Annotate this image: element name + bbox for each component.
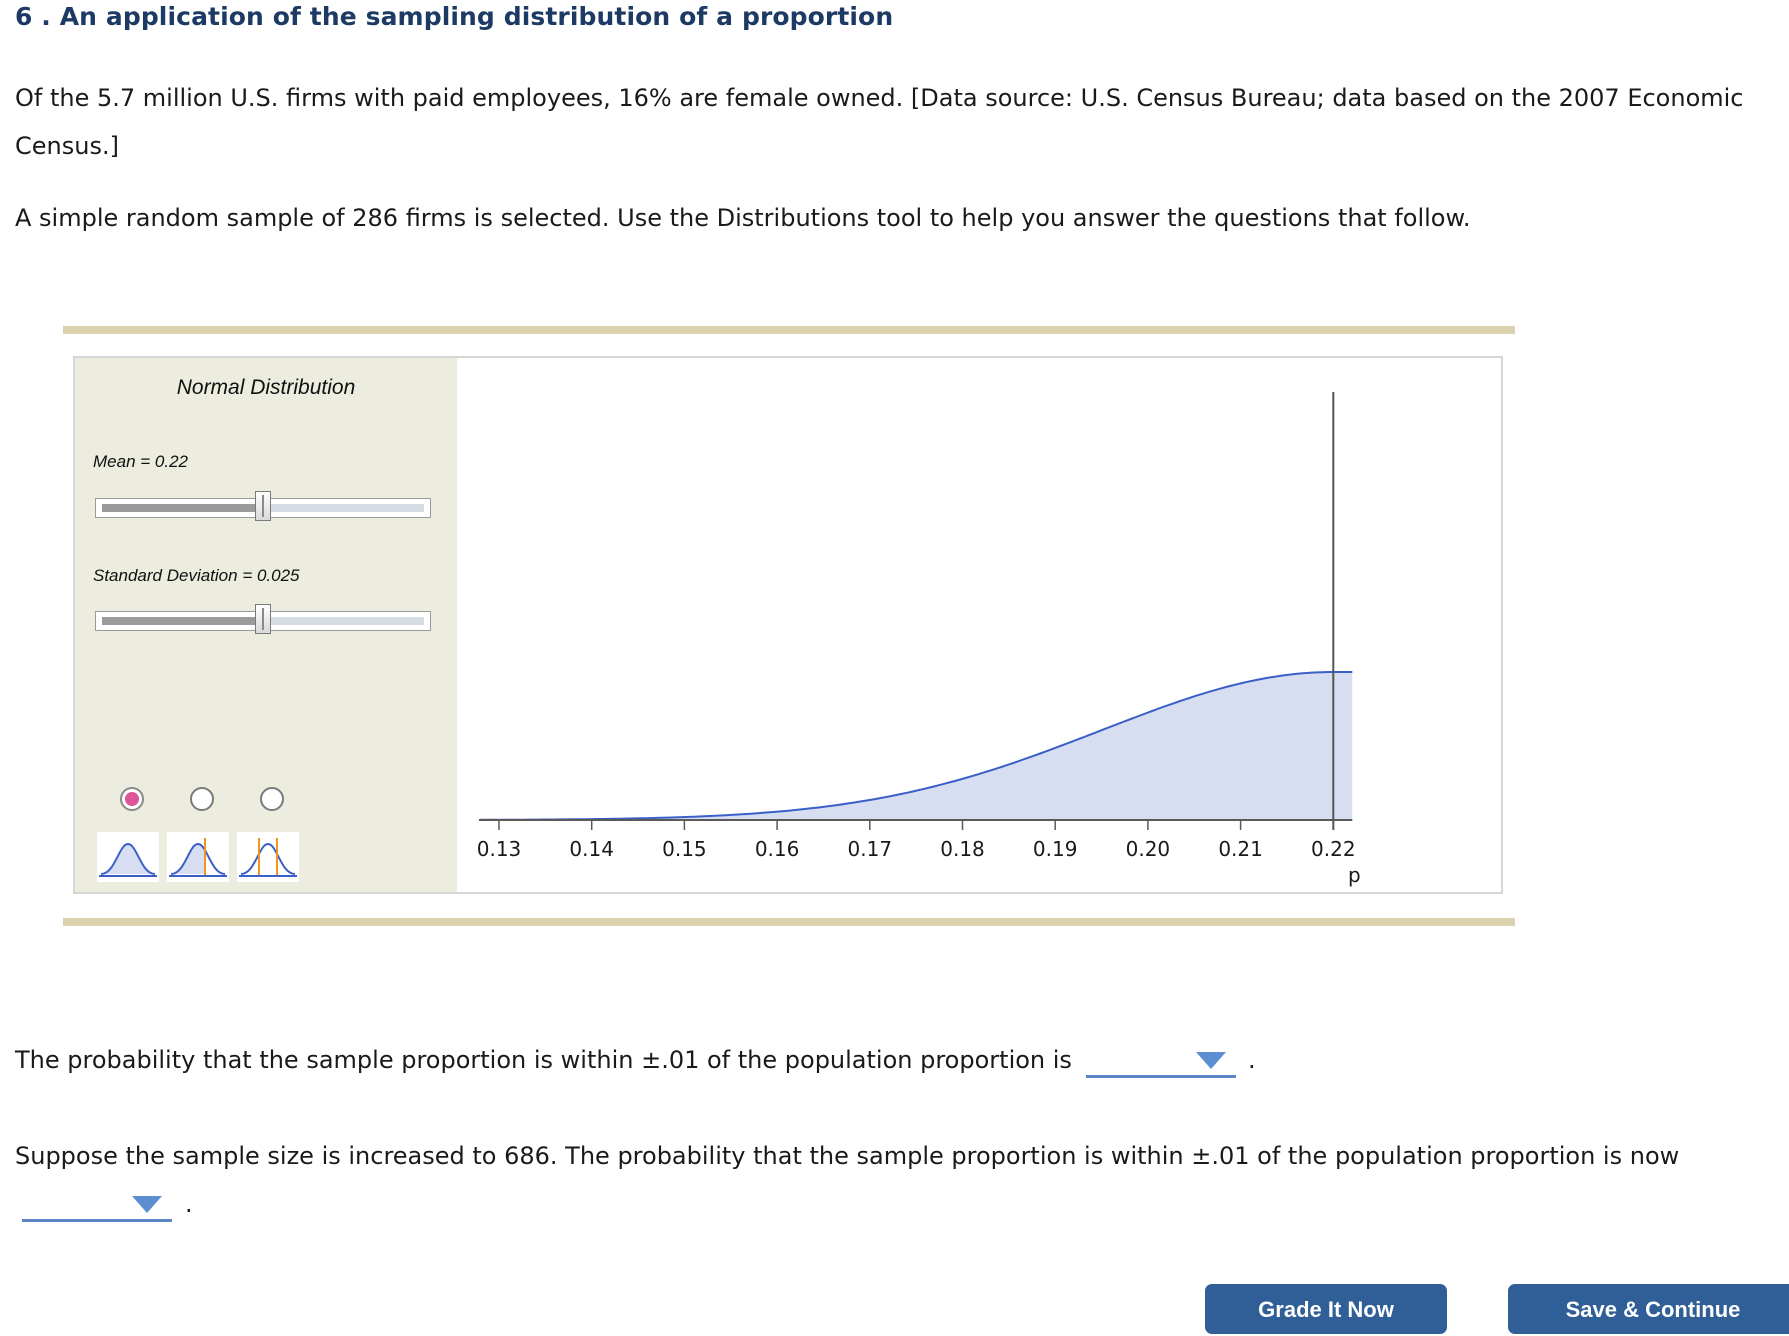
question-2-period: . [185,1190,193,1218]
mean-label: Mean = 0.22 [93,452,188,471]
bell-curve-two-line-icon[interactable] [237,832,299,882]
bell-curve-icon[interactable] [97,832,159,882]
x-tick-label: 0.16 [754,837,800,861]
shaded-area [481,672,1353,820]
mean-slider-track [263,504,424,512]
question-2-text: Suppose the sample size is increased to 686. The probability that the sample proportion is within ±.01 of the population proportion is now [15,1142,1680,1170]
control-panel [75,358,457,892]
dropdown-arrow-icon [1196,1052,1226,1069]
mode-radio-left-tail[interactable] [190,787,214,811]
sd-label: Standard Deviation = 0.025 [93,566,300,585]
x-tick-label: 0.18 [940,837,985,861]
answer-2-dropdown[interactable] [22,1188,172,1222]
sd-slider-track [263,617,424,625]
x-tick-label: 0.17 [847,837,893,861]
mode-radio-curve[interactable] [120,787,144,811]
x-tick-label: 0.21 [1218,837,1263,861]
distribution-plot [457,358,1501,892]
sd-slider-fill [102,617,263,625]
mean-slider-fill [102,504,263,512]
distribution-title: Normal Distribution [176,376,356,399]
distributions-tool [73,356,1503,894]
x-tick-label: 0.20 [1125,837,1171,861]
question-1-period: . [1248,1046,1256,1074]
answer-1-dropdown[interactable] [1086,1044,1236,1078]
mean-slider-handle[interactable] [255,491,271,521]
question-1-text: The probability that the sample proportion is within ±.01 of the population proportion is [15,1046,1072,1074]
x-tick-label: 0.15 [662,837,707,861]
question-paragraph-1: Of the 5.7 million U.S. firms with paid employees, 16% are female owned. [Data source: U.S. Census Bureau; data based on the 2007 Economic Census.] [15,84,1744,160]
save-continue-button[interactable]: Save & Continue [1508,1284,1789,1334]
mean-slider[interactable] [95,498,431,518]
sd-slider[interactable] [95,611,431,631]
tool-bottom-border [63,918,1515,926]
question-paragraph-2: A simple random sample of 286 firms is selected. Use the Distributions tool to help you answer the questions that follow. [15,204,1471,232]
grade-it-now-button[interactable]: Grade It Now [1205,1284,1447,1334]
x-axis-label: p [1347,863,1361,887]
sd-slider-handle[interactable] [255,604,271,634]
x-tick-label: 0.13 [476,837,522,861]
bell-curve-left-tail-icon[interactable] [167,832,229,882]
tool-top-border [63,326,1515,334]
dropdown-arrow-icon [132,1196,162,1213]
x-tick-label: 0.14 [569,837,614,861]
question-title: 6 . An application of the sampling distribution of a proportion [15,2,894,31]
mode-radio-interval[interactable] [260,787,284,811]
x-tick-label: 0.19 [1032,837,1078,861]
x-tick-label: 0.22 [1311,837,1356,861]
